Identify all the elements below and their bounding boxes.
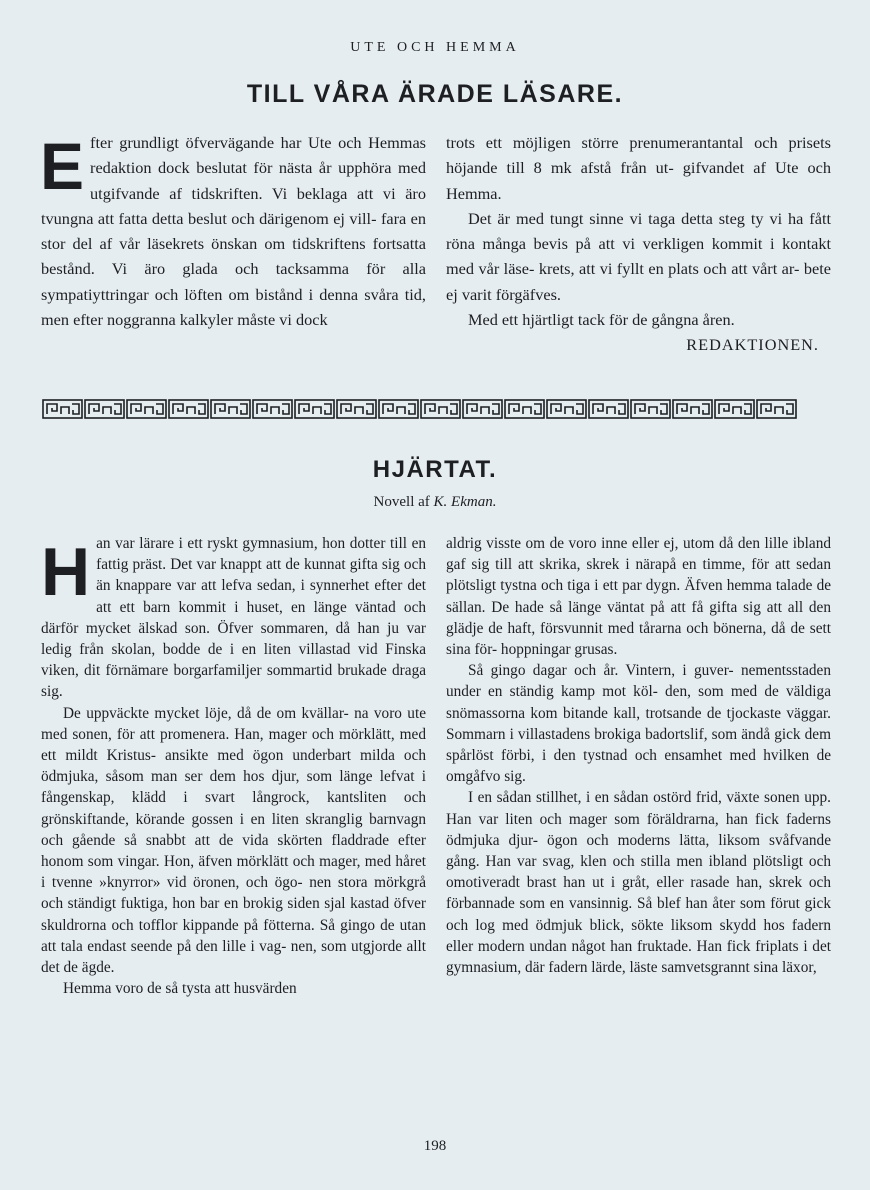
notice-right-para-2: Det är med tungt sinne vi taga detta steg ty vi ha fått röna många bevis på att vi verkligen kommit i kontakt med vår läse- krets, att vi fyllt en plats och att vårt ar- bete ej varit förgäfves. bbox=[446, 208, 831, 304]
notice-right-para-3: Med ett hjärtligt tack för de gångna åren. bbox=[468, 310, 735, 330]
story-column-right bbox=[446, 533, 831, 978]
story-byline bbox=[0, 494, 870, 511]
byline-author: K. Ekman. bbox=[433, 494, 497, 510]
story-left-para-2: De uppväckte mycket löje, då de om kvällar- na voro ute med sonen, för att promenera. Han, mager och mörklätt, med ett mildt Kristus- ansikte med ögon underbart milda och ödmjuka, såsom man ser dem hos djur, som länge lefvat i fångenskap, klädd i svart långrock, kantsliten och grönskiftande, körande gossen i en liten skranglig barnvagn och gående så snabbt att de vida skörten fladdrade efter honom som vingar. Hon, äfven mörklätt och mager, med håret i tvenne »knyrror» vid öronen, och ögo- nen stora mörkgrå och ständigt fuktiga, hon bar en brokig siden sjal kastad öfver skuldrorna och tofflor kippande på fötterna. Så gingo de utan att tala endast seende på den lille i vag- nen, som utgjorde allt det de ägde. bbox=[41, 704, 427, 977]
story-right-para-2: Så gingo dagar och år. Vintern, i guver- nementsstaden under en ständig kamp mot köl- den, som med de väldiga snömassorna kom bitande kall, trotsande de tjockaste väggar. Sommarn i villastadens brokiga badortslif, som ändå gick dem spårlöst förbi, i den tystnad och ensamhet med hvilken de omgåfvo sig. bbox=[446, 662, 832, 786]
story-dropcap: H bbox=[41, 534, 91, 610]
page-number: 198 bbox=[423, 1138, 447, 1154]
notice-left-text: fter grundligt öfvervägande har Ute och Hemmas redaktion dock beslutat för nästa år upphöra med utgifvande af tidskriften. Vi beklaga att vi äro tvungna att fatta detta beslut och därigenom ej vill- fara en stor del af vår läsekrets önskan om tidskriftens fortsatta bestånd. Vi äro glada och tacksamma för alla sympatiyttringar och löften om bistånd i denna svåra tid, men efter noggranna kalkyler måste vi dock bbox=[41, 133, 427, 330]
running-head: UTE OCH HEMMA bbox=[350, 40, 520, 55]
story-title: HJÄRTAT. bbox=[372, 456, 498, 483]
byline-prefix: Novell af bbox=[373, 494, 430, 510]
notice-dropcap: E bbox=[40, 129, 85, 203]
story-right-para-1: aldrig visste om de voro inne eller ej, utom då den lille ibland gaf sig till att skrika, skrek i närapå en timme, för att sedan plötsligt tystna och tiga i ett par dygn. Äfven hemma talade de sällan. De hade så länge väntat på att få gifta sig att all den glädje de haft, försvunnit med tårarna och bönerna, då de sett sina för- hoppningar grusas. bbox=[446, 535, 832, 659]
greek-key-border bbox=[42, 398, 832, 420]
story-left-para-1: an var lärare i ett ryskt gymnasium, hon dotter till en fattig präst. Det var knappt att de kunnat gifta sig och än knappare var att lefva sedan, i synnerhet efter det att ett barn kommit i huset, en länge väntad och därför mycket älskad son. Öfver sommaren, då han ju var ledig från skolan, bodde de i en liten villastad vid Finska viken, dit förnämare borgarfamiljer sommartid brukade draga sig. bbox=[41, 535, 427, 701]
story-left-para-3: Hemma voro de så tysta att husvärden bbox=[63, 980, 297, 998]
story-right-para-3: I en sådan stillhet, i en sådan ostörd frid, växte sonen upp. Han var liten och mager som föräldrarna, han fick faderns ödmjuka djur- ögon och moderns lätta, liksom svåfvande gång. Han var svag, klen och stilla men ibland plötsligt och omotiveradt brast han ut i gråt, eller rasade han, skrek och förbannade som en vansinnig. Så blef han åter som förut gick och log med ödmjuk blick, sökte liksom skydd hos fadern eller modern undan något han fruktade. Han fick friplats i det gymnasium, där fadern lärde, läste samvetsgrannt sina läxor, bbox=[446, 789, 832, 977]
notice-column-right bbox=[446, 130, 831, 358]
notice-right-para-1: trots ett möjligen större prenumerantantal och prisets höjande till 8 mk afstå från ut- gifvandet af Ute och Hemma. bbox=[446, 133, 831, 203]
story-column-left bbox=[41, 533, 426, 999]
notice-title: TILL VÅRA ÄRADE LÄSARE. bbox=[246, 80, 624, 108]
notice-signature: REDAKTIONEN. bbox=[686, 335, 819, 355]
notice-column-left bbox=[41, 130, 426, 332]
